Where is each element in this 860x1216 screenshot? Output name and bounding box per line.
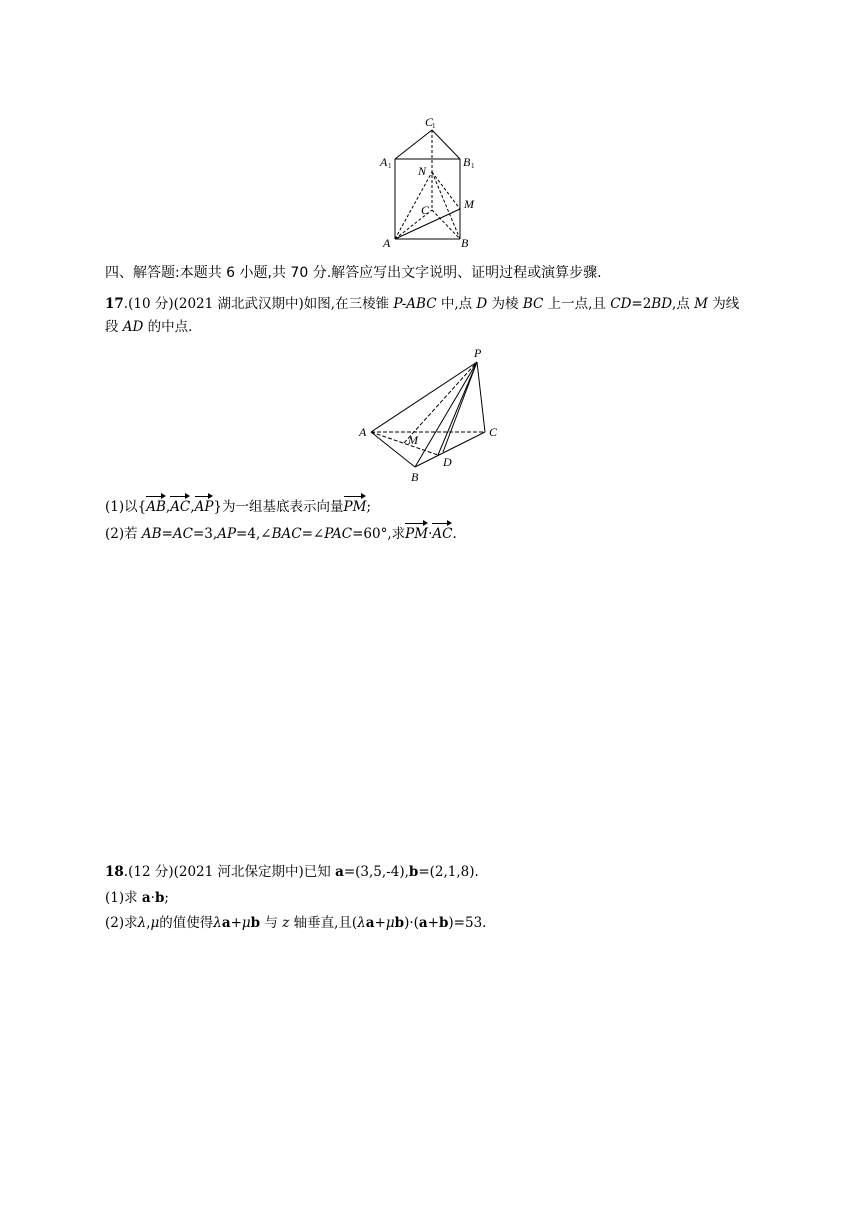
q18-part2-text: )=53. — [448, 915, 487, 931]
vector-pm: PM — [344, 494, 367, 517]
q18-part2 — [105, 913, 486, 933]
prism-diagram — [375, 110, 485, 255]
q17-line2 — [105, 317, 192, 337]
q18-part1-text: ; — [164, 890, 169, 906]
q18-part2-text: , — [146, 915, 151, 931]
q18-vec-b: b — [154, 890, 165, 906]
q17-text: 中,点 — [436, 296, 477, 312]
q18-vec-b: b — [408, 864, 419, 880]
label-m: M — [464, 197, 474, 211]
q18-vec-a: a — [335, 864, 344, 880]
vector-ab: AB — [146, 494, 166, 517]
label-c1: C — [425, 115, 434, 129]
label-c1-sub: 1 — [432, 122, 436, 130]
q17-part1-text: ; — [366, 499, 371, 515]
q17-ab: AB — [141, 526, 162, 542]
q17-text: 上一点,且 — [543, 296, 611, 312]
label-a: A — [383, 236, 391, 250]
q17-number: 17 — [105, 296, 124, 312]
q17-m: M — [694, 296, 708, 312]
q17-ap: AP — [217, 526, 237, 542]
q17-part1-text: , — [190, 499, 195, 515]
q17-pac: PAC — [324, 526, 353, 542]
q17-part1 — [105, 494, 371, 517]
label-a1-sub: 1 — [388, 162, 392, 170]
q18-lambda: λ — [213, 915, 222, 931]
tetrahedron-figure — [355, 342, 515, 487]
q17-d: D — [476, 296, 488, 312]
tetrahedron-diagram — [355, 342, 515, 487]
q18-part2-text: + — [427, 915, 439, 931]
q18-vec-b: b — [394, 915, 405, 931]
q17-meta: .(10 分)(2021 湖北武汉期中) — [123, 296, 304, 312]
q17-part2-text: = — [161, 526, 173, 542]
q17-cd: CD — [610, 296, 632, 312]
label-m: M — [408, 433, 418, 447]
label-c: C — [489, 425, 498, 439]
q18-z: z — [282, 915, 290, 931]
q17-bc: BC — [522, 296, 544, 312]
q18-text: =(3,5,-4), — [343, 864, 409, 880]
q17-part2-text: . — [452, 526, 457, 542]
label-b: B — [411, 470, 419, 484]
q18-vec-b: b — [438, 915, 449, 931]
q17-part2-text: =∠ — [301, 526, 325, 542]
q17-text: 如图,在三棱锥 — [303, 296, 394, 312]
q18-part1-text: · — [150, 890, 155, 906]
label-b: B — [461, 236, 469, 250]
q17-bac: BAC — [271, 526, 302, 542]
q18-vec-a: a — [141, 890, 151, 906]
vector-ac: AC — [432, 521, 452, 544]
label-a1: A — [380, 155, 388, 169]
label-a: A — [359, 425, 367, 439]
q17-text: 为线 — [707, 296, 740, 312]
label-n: N — [418, 164, 427, 178]
vector-ac: AC — [170, 494, 190, 517]
label-c: C — [421, 203, 430, 217]
q18-meta: .(12 分)(2021 河北保定期中)已知 — [123, 864, 336, 880]
q18-part1-text: (1)求 — [105, 890, 142, 906]
q17-part2-text: =60°,求 — [352, 526, 406, 542]
q18-part2-text: 与 — [260, 915, 283, 931]
q17-text: ,点 — [672, 296, 695, 312]
q18-lambda: λ — [137, 915, 147, 931]
q17-part1-text: (1)以{ — [105, 499, 147, 515]
label-b1: B — [463, 155, 471, 169]
q17-line1 — [105, 294, 739, 314]
q18-line1 — [105, 862, 479, 882]
q18-part2-text: (2)求 — [105, 915, 138, 931]
q18-part2-text: 的值使得 — [159, 915, 214, 931]
q18-mu: μ — [241, 915, 251, 931]
q17-part1-text: }为一组基底表示向量 — [213, 499, 344, 515]
vector-ap: AP — [195, 494, 214, 517]
q18-vec-a: a — [418, 915, 428, 931]
q17-ac: AC — [172, 526, 193, 542]
prism-figure — [375, 110, 485, 255]
q17-part2-text: (2)若 — [105, 526, 142, 542]
q17-text: 为棱 — [487, 296, 523, 312]
q18-vec-a: a — [365, 915, 375, 931]
label-d: D — [443, 455, 452, 469]
q18-mu: μ — [150, 915, 160, 931]
q18-text: =(2,1,8). — [418, 864, 479, 880]
q17-pabc: P-ABC — [393, 296, 437, 312]
q18-number: 18 — [105, 864, 124, 880]
q17-part2 — [105, 521, 457, 544]
vector-pm: PM — [405, 521, 428, 544]
q17-part2-text: =4,∠ — [236, 526, 272, 542]
section-heading: 四、解答题:本题共 6 小题,共 70 分.解答应写出文字说明、证明过程或演算步骤. — [105, 265, 602, 281]
q18-lambda: λ — [357, 915, 366, 931]
label-p: P — [474, 346, 482, 360]
q18-vec-b: b — [250, 915, 261, 931]
q17-text: 的中点. — [143, 319, 193, 335]
q17-ad: AD — [122, 319, 144, 335]
q18-part2-text: 轴垂直,且( — [289, 915, 358, 931]
q18-part2-text: + — [374, 915, 386, 931]
label-b1-sub: 1 — [471, 162, 475, 170]
q18-part2-text: + — [230, 915, 242, 931]
q17-part2-text: =3, — [193, 526, 218, 542]
q17-part1-text: , — [165, 499, 171, 515]
q17-text: =2 — [631, 296, 652, 312]
q18-mu: μ — [385, 915, 395, 931]
q17-bd: BD — [651, 296, 673, 312]
q18-part2-text: )·( — [404, 915, 419, 931]
q17-text: 段 — [105, 319, 123, 335]
q18-vec-a: a — [221, 915, 231, 931]
q17-part2-text: · — [428, 526, 433, 542]
q18-part1 — [105, 888, 169, 908]
